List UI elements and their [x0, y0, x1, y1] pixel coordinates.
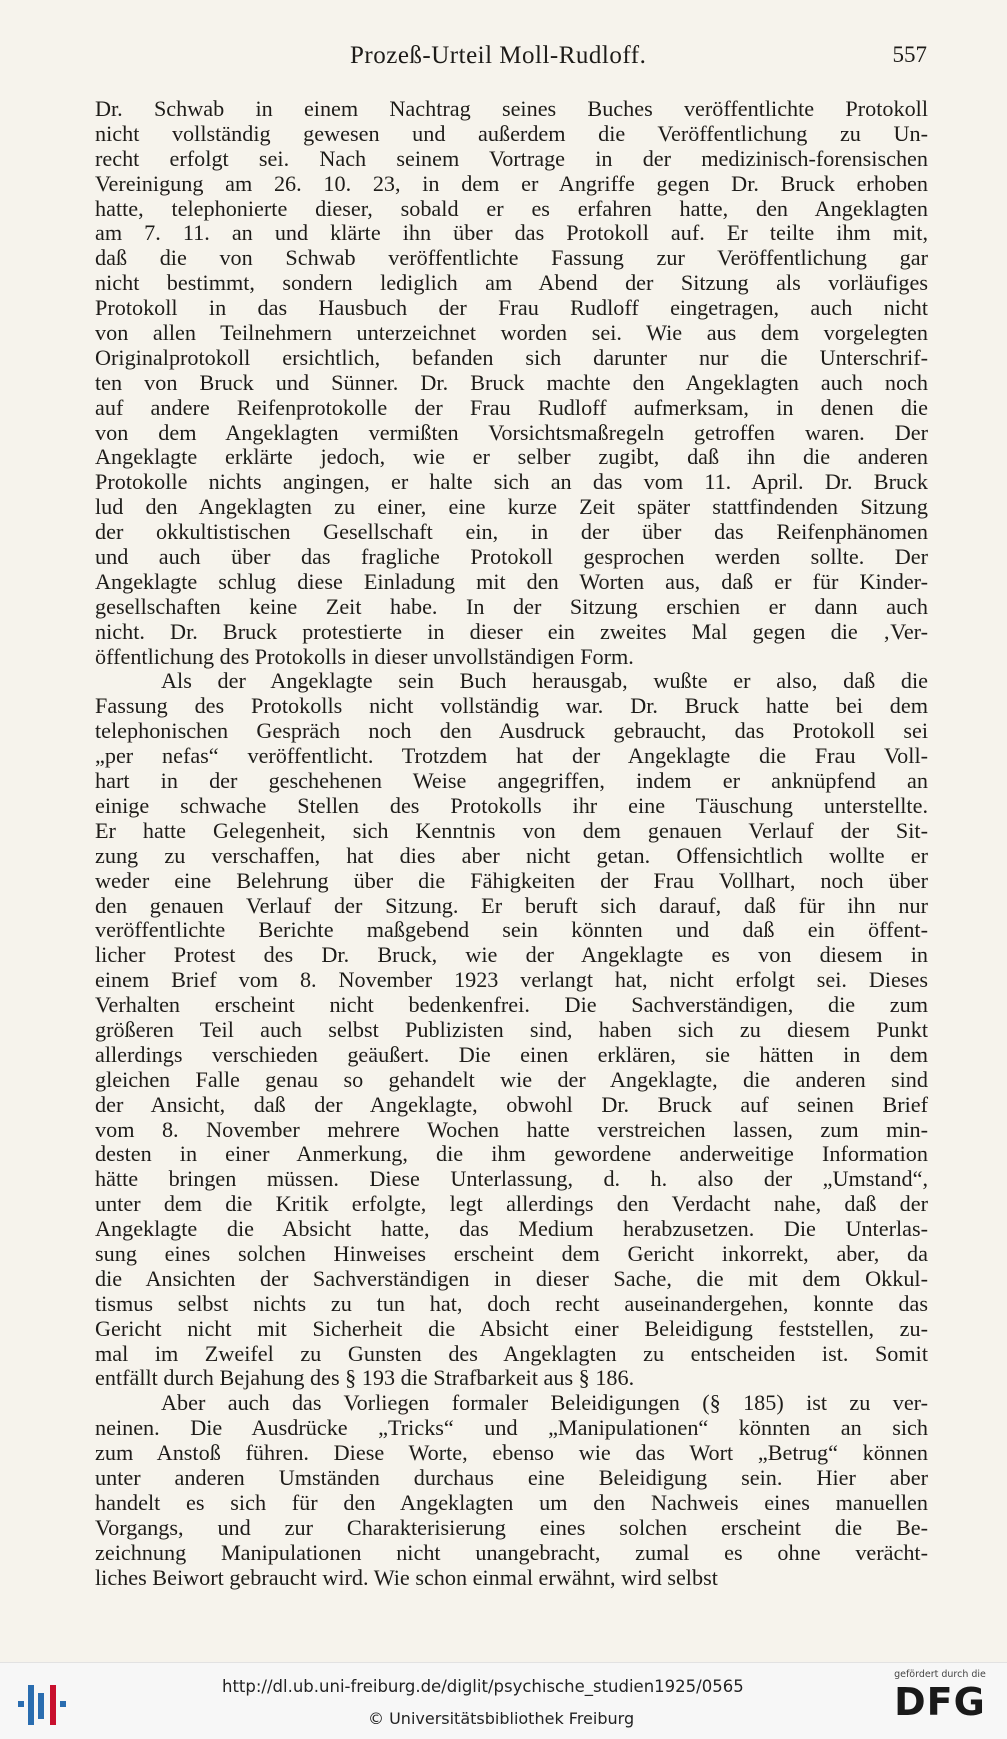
- text-line: zeichnung Manipulationen nicht unangebracht, zumal es ohne verächt-: [95, 1539, 928, 1565]
- text-line: nicht bestimmt, sondern lediglich am Abend der Sitzung als vorläufiges: [95, 270, 928, 296]
- text-line: einige schwache Stellen des Protokolls ihr eine Täuschung unterstellte.: [95, 792, 928, 818]
- text-line: öffentlichung des Protokolls in dieser unvollständigen Form.: [95, 643, 634, 669]
- text-line: Aber auch das Vorliegen formaler Beleidigungen (§ 185) ist zu ver-: [161, 1390, 928, 1416]
- text-line: von allen Teilnehmern unterzeichnet worden sei. Wie aus dem vorgelegten: [95, 320, 928, 346]
- text-line: die Ansichten der Sachverständigen in dieser Sache, die mit dem Okkul-: [95, 1265, 928, 1291]
- text-line: Fassung des Protokolls nicht vollständig war. Dr. Bruck hatte bei dem: [95, 693, 928, 719]
- text-line: „per nefas“ veröffentlicht. Trotzdem hat der Angeklagte die Frau Voll-: [95, 743, 928, 769]
- text-line: handelt es sich für den Angeklagten um den Nachweis eines manuellen: [95, 1489, 928, 1515]
- funding-note: gefördert durch die: [894, 1669, 986, 1680]
- text-line: Vereinigung am 26. 10. 23, in dem er Angriffe gegen Dr. Bruck erhoben: [95, 170, 928, 196]
- university-library-logo-icon: [18, 1683, 70, 1727]
- text-line: am 7. 11. an und klärte ihn über das Protokoll auf. Er teilte ihm mit,: [95, 220, 928, 246]
- page-title: Prozeß-Urteil Moll-Rudloff.: [350, 42, 647, 69]
- text-line: allerdings verschieden geäußert. Die einen erklären, sie hätten in dem: [95, 1041, 928, 1067]
- text-line: von dem Angeklagten vermißten Vorsichtsmaßregeln getroffen waren. Der: [95, 419, 928, 445]
- text-line: Angeklagte schlug diese Einladung mit den Worten aus, daß er für Kinder-: [95, 568, 928, 594]
- dfg-logo: DFG: [894, 1680, 986, 1724]
- text-line: ten von Bruck und Sünner. Dr. Bruck machte den Angeklagten auch noch: [95, 369, 928, 395]
- page-number: 557: [892, 42, 927, 67]
- body-text: [95, 97, 928, 1590]
- text-line: den genauen Verlauf der Sitzung. Er beruft sich darauf, daß für ihn nur: [95, 892, 928, 918]
- text-line: gesellschaften keine Zeit habe. In der Sitzung erschien er dann auch: [95, 593, 928, 619]
- text-line: veröffentlichte Berichte maßgebend sein könnten und daß ein öffent-: [95, 917, 928, 943]
- text-line: Vorgangs, und zur Charakterisierung eines solchen erscheint die Be-: [95, 1514, 928, 1540]
- text-line: Gericht nicht mit Sicherheit die Absicht einer Beleidigung feststellen, zu-: [95, 1315, 928, 1341]
- text-line: der okkultistischen Gesellschaft ein, in der über das Reifenphänomen: [95, 519, 928, 545]
- text-line: daß die von Schwab veröffentlichte Fassung zur Veröffentlichung gar: [95, 245, 928, 271]
- text-line: unter dem die Kritik erfolgte, legt allerdings den Verdacht nahe, daß der: [95, 1191, 928, 1217]
- text-line: tismus selbst nichts zu tun hat, doch recht auseinandergehen, konnte das: [95, 1290, 928, 1316]
- text-line: Er hatte Gelegenheit, sich Kenntnis von dem genauen Verlauf der Sit-: [95, 817, 928, 843]
- text-line: recht erfolgt sei. Nach seinem Vortrage in der medizinisch-forensischen: [95, 145, 928, 171]
- dfg-funding: [885, 1669, 995, 1722]
- text-line: Angeklagte erklärte jedoch, wie er selber zugibt, daß ihn die anderen: [95, 444, 928, 470]
- text-line: Protokolle nichts angingen, er halte sich an das vom 11. April. Dr. Bruck: [95, 469, 928, 495]
- text-line: nicht. Dr. Bruck protestierte in dieser ein zweites Mal gegen die ‚Ver-: [95, 618, 928, 644]
- footer-bar: [0, 1662, 1007, 1739]
- text-line: zum Anstoß führen. Diese Worte, ebenso wie das Wort „Betrug“ können: [95, 1440, 928, 1466]
- text-line: weder eine Belehrung über die Fähigkeiten der Frau Vollhart, noch über: [95, 867, 928, 893]
- text-line: mal im Zweifel zu Gunsten des Angeklagten zu entscheiden ist. Somit: [95, 1340, 928, 1366]
- text-line: vom 8. November mehrere Wochen hatte verstreichen lassen, zum min-: [95, 1116, 928, 1142]
- text-line: sung eines solchen Hinweises erscheint dem Gericht inkorrekt, aber, da: [95, 1240, 928, 1266]
- text-line: größeren Teil auch selbst Publizisten sind, haben sich zu diesem Punkt: [95, 1016, 928, 1042]
- text-line: einem Brief vom 8. November 1923 verlangt hat, nicht erfolgt sei. Dieses: [95, 967, 928, 993]
- text-line: Als der Angeklagte sein Buch herausgab, wußte er also, daß die: [161, 668, 928, 694]
- text-line: auf andere Reifenprotokolle der Frau Rudloff aufmerksam, in denen die: [95, 394, 928, 420]
- text-line: Verhalten erscheint nicht bedenkenfrei. Die Sachverständigen, die zum: [95, 992, 928, 1018]
- text-line: Protokoll in das Hausbuch der Frau Rudloff eingetragen, auch nicht: [95, 295, 928, 321]
- text-line: hätte bringen müssen. Diese Unterlassung, d. h. also der „Umstand“,: [95, 1166, 928, 1192]
- text-line: hatte, telephonierte dieser, sobald er es erfahren hatte, den Angeklagten: [95, 195, 928, 221]
- text-line: neinen. Die Ausdrücke „Tricks“ und „Manipulationen“ könnten an sich: [95, 1415, 928, 1441]
- running-head: [0, 42, 1007, 82]
- text-line: der Ansicht, daß der Angeklagte, obwohl Dr. Bruck auf seinen Brief: [95, 1091, 928, 1117]
- text-line: Angeklagte die Absicht hatte, das Medium herabzusetzen. Die Unterlas-: [95, 1216, 928, 1242]
- text-line: und auch über das fragliche Protokoll gesprochen werden sollte. Der: [95, 544, 928, 570]
- text-line: telephonischen Gespräch noch den Ausdruck gebraucht, das Protokoll sei: [95, 718, 928, 744]
- permalink-url[interactable]: http://dl.ub.uni-freiburg.de/diglit/psychische_studien1925/0565: [222, 1677, 744, 1696]
- text-line: entfällt durch Bejahung des § 193 die Strafbarkeit aus § 186.: [95, 1365, 635, 1391]
- text-line: lud den Angeklagten zu einer, eine kurze Zeit später stattfindenden Sitzung: [95, 494, 928, 520]
- text-line: desten in einer Anmerkung, die ihm gewordene anderweitige Information: [95, 1141, 928, 1167]
- text-line: unter anderen Umständen durchaus eine Beleidigung sein. Hier aber: [95, 1464, 928, 1490]
- text-line: gleichen Falle genau so gehandelt wie der Angeklagte, die anderen sind: [95, 1066, 928, 1092]
- text-line: nicht vollständig gewesen und außerdem die Veröffentlichung zu Un-: [95, 120, 928, 146]
- text-line: Originalprotokoll ersichtlich, befanden sich darunter nur die Unterschrif-: [95, 344, 928, 370]
- text-line: zung zu verschaffen, hat dies aber nicht getan. Offensichtlich wollte er: [95, 842, 928, 868]
- text-line: hart in der geschehenen Weise angegriffen, indem er anknüpfend an: [95, 768, 928, 794]
- copyright-notice: © Universitätsbibliothek Freiburg: [368, 1709, 635, 1728]
- text-line: liches Beiwort gebraucht wird. Wie schon einmal erwähnt, wird selbst: [95, 1564, 718, 1590]
- text-line: Dr. Schwab in einem Nachtrag seines Buches veröffentlichte Protokoll: [95, 96, 928, 121]
- text-line: licher Protest des Dr. Bruck, wie der Angeklagte es von diesem in: [95, 942, 928, 968]
